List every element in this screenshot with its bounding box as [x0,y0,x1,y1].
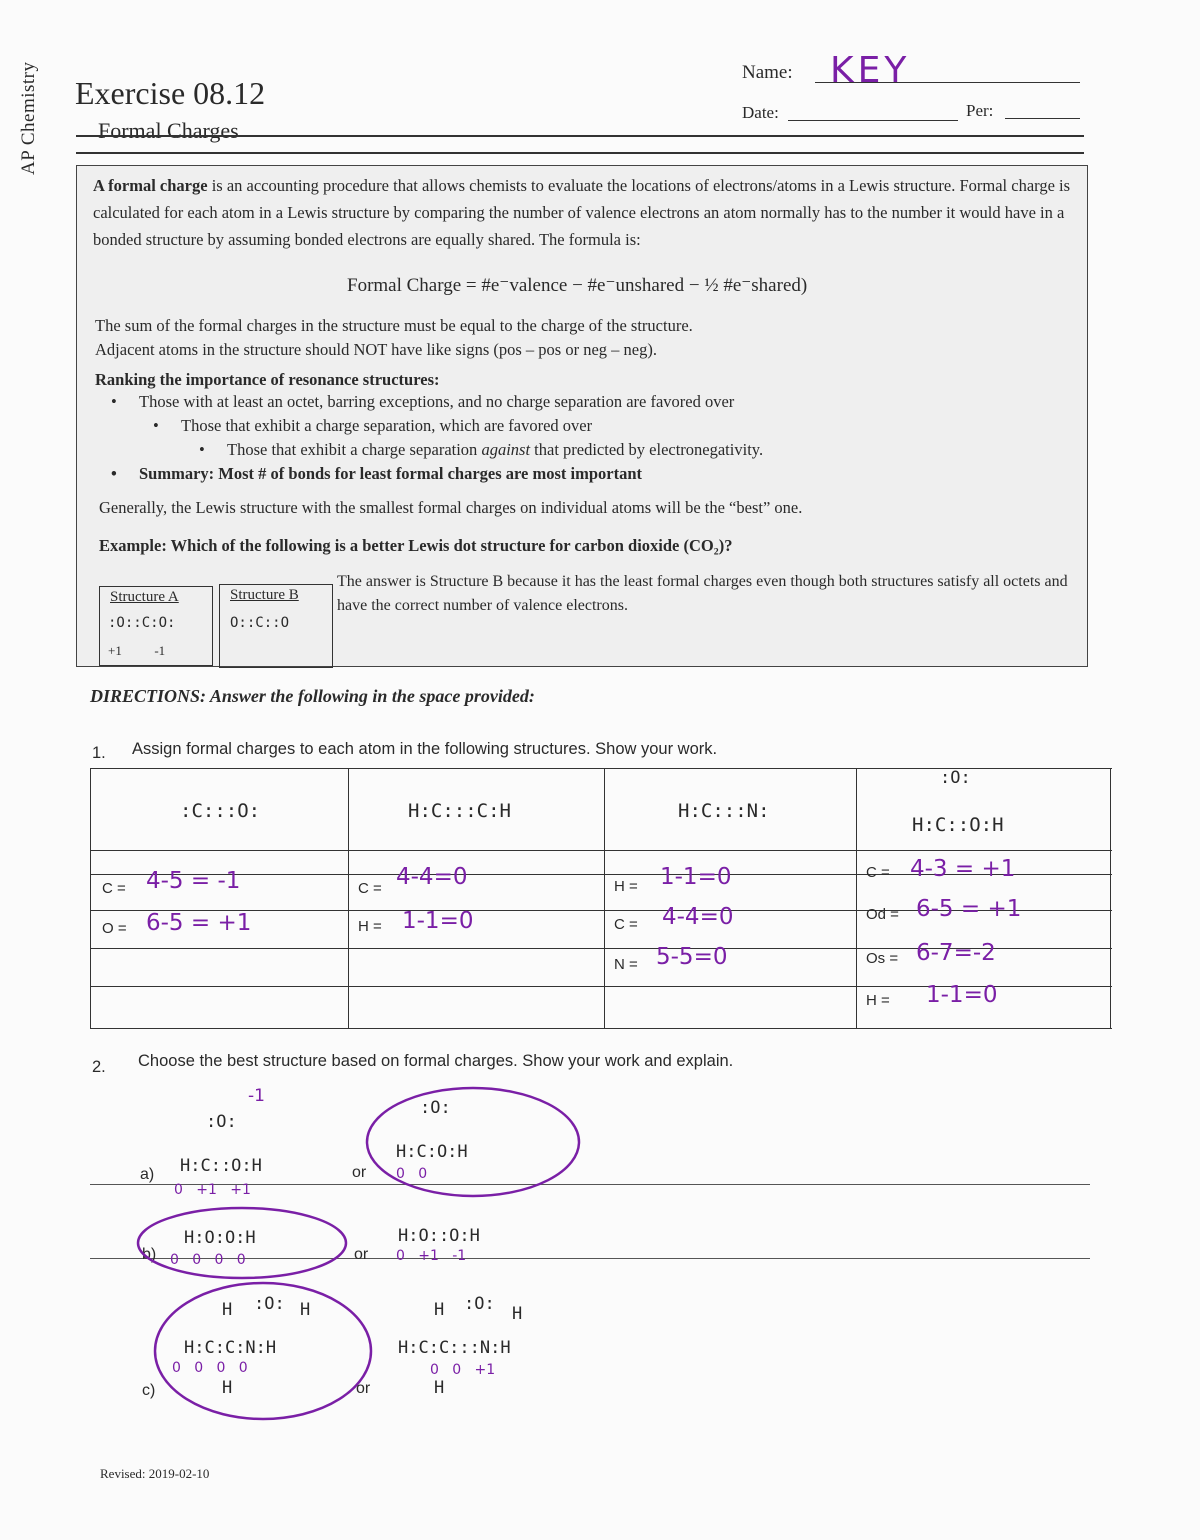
q1-text: Assign formal charges to each atom in the following structures. Show your work. [132,740,718,758]
q1-c2-label-2: H = [358,918,382,935]
example-question: Example: Which of the following is a better Lewis dot structure for carbon dioxide (CO₂)? [99,536,733,555]
q1-structure-c2h2: H:C:::C:H [408,800,511,822]
q1-c4-label-4: H = [866,992,890,1009]
q2c-right-o-top: :O: [464,1294,495,1314]
course-label: AP Chemistry [18,61,39,175]
q2c-right-structure[interactable]: H:C:C:::N:H [398,1338,511,1358]
q2c-left-h1: H [222,1300,233,1320]
q2b-selection-circle [134,1204,350,1282]
q2c-right-h1: H [434,1300,445,1320]
header-rule [76,135,1084,137]
q2b-left-structure[interactable]: H:O:O:H [184,1228,256,1248]
page-subtitle: Formal Charges [98,118,239,143]
q1-c1-label-2: O = [102,920,127,937]
bullet-summary: • Summary: Most # of bonds for least formal charges are most important [139,464,642,484]
q1-c3-answer-2[interactable]: 4-4=0 [662,904,734,930]
q1-c3-label-1: H = [614,878,638,895]
q2b-right-marks: 0 +1 -1 [396,1248,467,1264]
q1-c2-answer-2[interactable]: 1-1=0 [402,908,474,934]
formula: Formal Charge = #e⁻valence − #e⁻unshared − ½ #e⁻shared) [347,275,808,296]
structure-b-label: Structure B [230,587,299,603]
q1-c4-answer-1[interactable]: 4-3 = +1 [910,856,1016,882]
bullet-3: • Those that exhibit a charge separation against that predicted by electronegativity. [227,440,763,460]
q2b-right-structure[interactable]: H:O::O:H [398,1226,480,1246]
q1-c3-label-2: C = [614,916,638,933]
revision-date: Revised: 2019-02-10 [100,1466,210,1481]
example-answer: The answer is Structure B because it has the least formal charges even though both structures satisfy all octets and have the correct number of valence electrons. [337,573,1068,614]
q2c-left-structure[interactable]: H:C:C:N:H [184,1338,277,1358]
q1-structure-co: :C:::O: [180,800,261,822]
q1-c4-answer-3[interactable]: 6-7=-2 [916,940,996,966]
q1-c4-label-3: Os = [866,950,899,967]
q2a-right-o-top: :O: [420,1098,451,1118]
q2c-right-h3: H [434,1378,445,1398]
per-label: Per: [966,101,994,120]
q2c-or: or [356,1380,371,1397]
q2a-left-o-top: :O: [206,1112,237,1132]
structure-a-charges: +1 -1 [108,643,166,658]
q2c-right-marks: 0 0 +1 [430,1362,496,1378]
q1-c4-answer-4[interactable]: 1-1=0 [926,982,998,1008]
q2a-left-top-mark: -1 [248,1086,265,1106]
q2a-label: a) [140,1166,155,1183]
q2c-left-o-top: :O: [254,1294,285,1314]
q2a-left-structure[interactable]: H:C::O:H [180,1156,262,1176]
name-value[interactable]: KEY [830,50,911,91]
q2-text: Choose the best structure based on formal charges. Show your work and explain. [138,1052,734,1070]
q2b-left-marks: 0 0 0 0 [170,1252,246,1268]
structure-b-box [219,584,333,668]
structure-a-box [99,586,213,666]
q1-structure-hcooh: H:C::O:H [912,814,1004,836]
page-title: Exercise 08.12 [75,75,266,111]
q2b-label: b) [142,1246,157,1263]
q2c-label: c) [142,1382,156,1399]
q1-c1-answer-2[interactable]: 6-5 = +1 [146,910,252,936]
q1-c4-label-2: Od = [866,906,899,923]
rule-sum: The sum of the formal charges in the structure must be equal to the charge of the structure. [95,316,693,335]
bullet-2: • Those that exhibit a charge separation, which are favored over [181,416,592,436]
date-line [788,120,958,121]
q2-number: 2. [92,1058,106,1076]
q1-table [90,768,1112,1030]
q2c-selection-circle [150,1278,376,1424]
name-label: Name: [742,62,793,83]
date-label: Date: [742,103,779,122]
q2a-or: or [352,1164,367,1181]
q1-c4-label-1: C = [866,864,890,881]
q2c-left-h3: H [222,1378,233,1398]
q2a-selection-circle [362,1082,584,1202]
q1-structure-o-top: :O: [940,768,971,788]
q2a-right-structure[interactable]: H:C:O:H [396,1142,468,1162]
header-rule-2 [76,152,1084,154]
q2a-right-marks: 0 0 [396,1166,428,1182]
q1-c1-answer-1[interactable]: 4-5 = -1 [146,868,241,894]
q1-structure-hcn: H:C:::N: [678,800,770,822]
q2c-right-h2: H [512,1304,523,1324]
bullet-1: • Those with at least an octet, barring exceptions, and no charge separation are favored over [139,392,734,412]
directions: DIRECTIONS: Answer the following in the space provided: [90,686,535,706]
per-line [1005,118,1080,119]
structure-a-label: Structure A [110,589,179,605]
q1-c1-label-1: C = [102,880,126,897]
generally-text: Generally, the Lewis structure with the smallest formal charges on individual atoms will be the “best” one. [99,498,803,517]
q1-number: 1. [92,744,106,762]
q1-c3-answer-3[interactable]: 5-5=0 [656,944,728,970]
q1-c3-answer-1[interactable]: 1-1=0 [660,864,732,890]
intro-paragraph: A formal charge is an accounting procedure that allows chemists to evaluate the locations of electrons/atoms in a Lewis structure. Formal charge is calculated for each atom in a Lewis structure by comparing the number of valence electrons an atom normally has to the number it would have in a bonded structure by assuming bonded electrons are equally shared. The formula is: [93,176,1071,249]
q2c-left-h2: H [300,1300,311,1320]
structure-a-drawing: :O::C:O: [108,615,176,631]
ranking-heading: Ranking the importance of resonance structures: [95,370,440,389]
rule-adjacent: Adjacent atoms in the structure should NOT have like signs (pos – pos or neg – neg). [95,340,657,359]
structure-b-drawing: O::C::O [230,615,290,631]
q2c-left-marks: 0 0 0 0 [172,1360,248,1376]
q1-c2-label-1: C = [358,880,382,897]
q2b-or: or [354,1246,369,1263]
info-box [76,165,1088,667]
q1-c3-label-3: N = [614,956,638,973]
q1-c2-answer-1[interactable]: 4-4=0 [396,864,468,890]
q2a-left-marks: 0 +1 +1 [174,1182,251,1198]
q1-c4-answer-2[interactable]: 6-5 = +1 [916,896,1022,922]
